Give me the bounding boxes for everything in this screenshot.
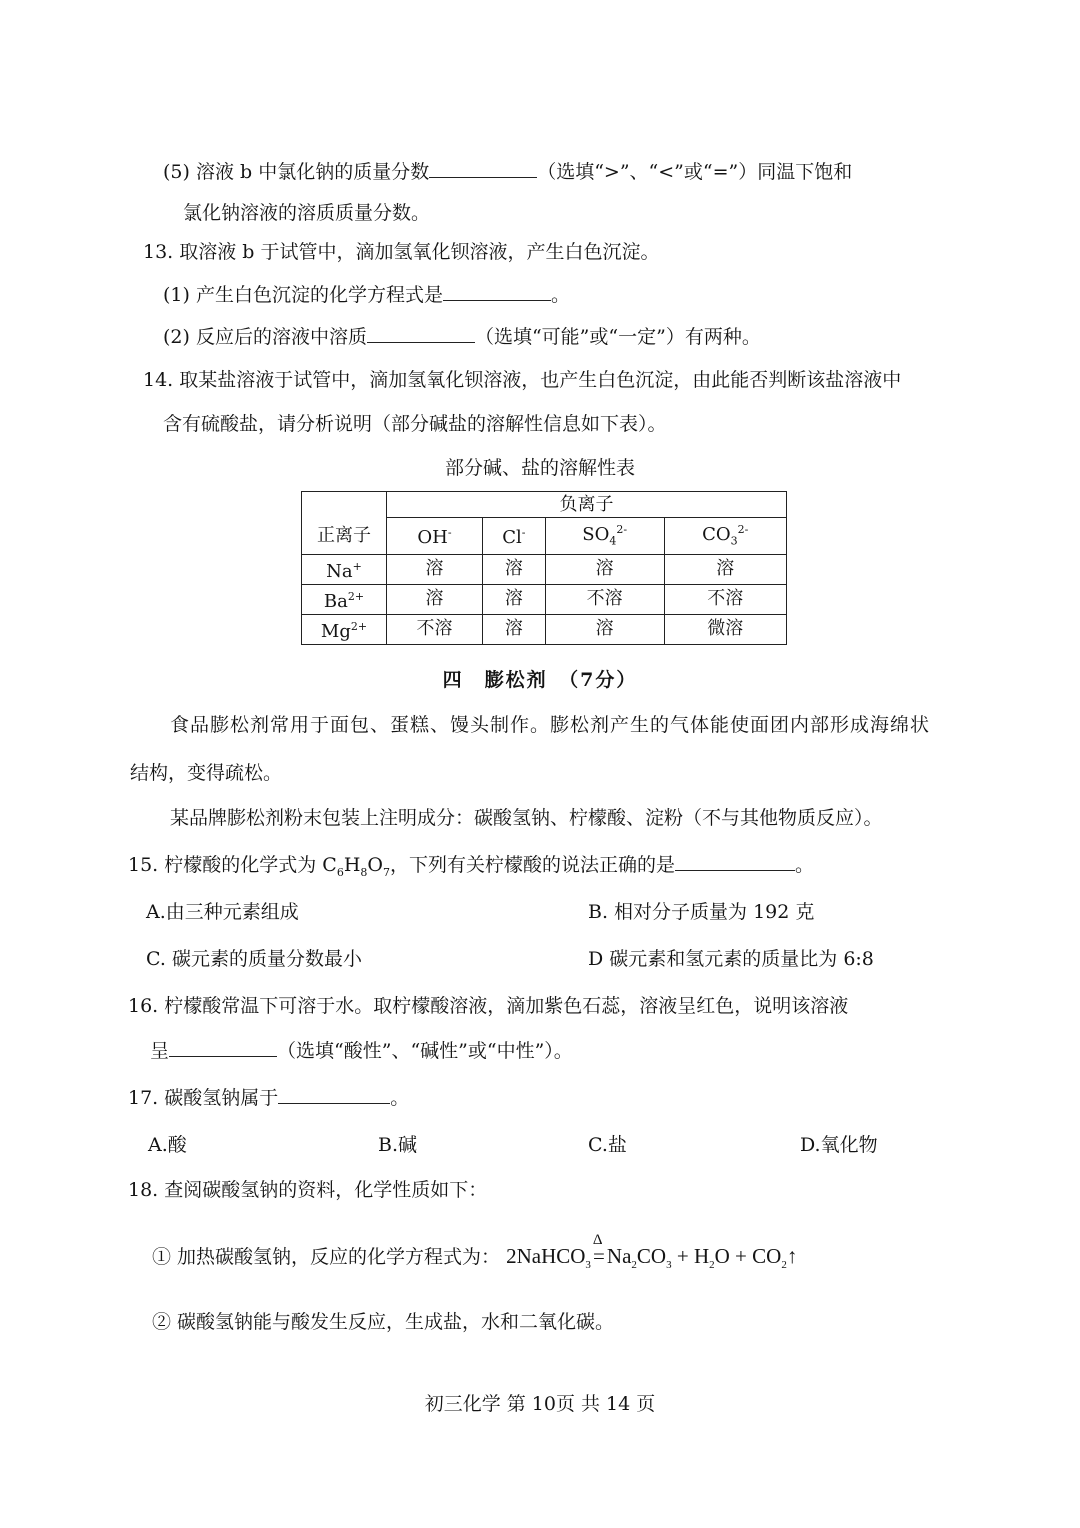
q12-5-line1 — [163, 158, 852, 186]
table-cell: 不溶 — [664, 584, 786, 614]
q17-stem-a: 17. 碳酸氢钠属于 — [128, 1087, 279, 1109]
q16-line1: 16. 柠檬酸常温下可溶于水。取柠檬酸溶液，滴加紫色石蕊，溶液呈红色，说明该溶液 — [128, 995, 849, 1017]
solubility-table — [301, 491, 787, 645]
table-cell: 微溶 — [664, 614, 786, 644]
q13-part1 — [163, 281, 570, 309]
q13-part1-text: (1) 产生白色沉淀的化学方程式是 — [163, 284, 443, 306]
q17-stem — [128, 1084, 409, 1112]
table-cell: 溶 — [664, 554, 786, 584]
q14-line2: 含有硫酸盐，请分析说明（部分碱盐的溶解性信息如下表）。 — [163, 413, 667, 435]
q17-stem-b: 。 — [390, 1087, 410, 1109]
anion-so4: $SO_4^{2-}$ — [545, 518, 664, 555]
cation-ba: $Ba^{2+}$ — [302, 584, 387, 614]
q15-option-c: C. 碳元素的质量分数最小 — [146, 948, 362, 970]
q17-option-b: B.碱 — [378, 1134, 418, 1156]
q13-part1-end: 。 — [550, 284, 570, 306]
table-cell: 溶 — [387, 554, 483, 584]
q13-part2 — [163, 323, 761, 351]
answer-blank[interactable] — [429, 159, 537, 178]
table-cell: 溶 — [482, 584, 545, 614]
q15-stem: 15. 柠檬酸的化学式为 $C_6H_8O_7$，下列有关柠檬酸的说法正确的是 。 — [128, 854, 815, 879]
table-cell: 溶 — [545, 554, 664, 584]
q16-line2-b: （选填“酸性”、“碱性”或“中性”）。 — [277, 1040, 573, 1062]
q13-stem: 13. 取溶液 b 于试管中，滴加氢氧化钡溶液，产生白色沉淀。 — [143, 241, 660, 263]
q12-5-line2: 氯化钠溶液的溶质质量分数。 — [183, 202, 431, 224]
q15-option-a: A.由三种元素组成 — [146, 901, 299, 923]
answer-blank[interactable] — [367, 324, 475, 343]
anion-cl: Cl- — [482, 518, 545, 555]
page-footer: 初三化学 第 10页 共 14 页 — [424, 1393, 656, 1415]
header-corner — [302, 492, 387, 518]
q18-item1-text: ① 加热碳酸氢钠，反应的化学方程式为： — [152, 1246, 501, 1268]
answer-blank[interactable] — [169, 1038, 277, 1057]
table-cell: 溶 — [387, 584, 483, 614]
q17-option-d: D.氧化物 — [800, 1134, 878, 1156]
q18-item1 — [152, 1232, 798, 1279]
table-anion-row — [302, 518, 787, 555]
anion-header: 负离子 — [387, 492, 787, 518]
q17-option-a: A.酸 — [148, 1134, 187, 1156]
table-row — [302, 584, 787, 614]
anion-oh: OH- — [387, 518, 483, 555]
q15-stem-a: 15. 柠檬酸的化学式为 C — [128, 854, 337, 876]
q12-5-text-b: （选填“>”、“<”或“=”）同温下饱和 — [537, 161, 853, 183]
q15-option-d: D 碳元素和氢元素的质量比为 6:8 — [588, 948, 874, 970]
cation-header: 正离子 — [302, 518, 387, 555]
q13-part2-text-a: (2) 反应后的溶液中溶质 — [163, 326, 367, 348]
section-title: 四 膨松剂 （7分） — [442, 669, 638, 691]
table-cell: 溶 — [545, 614, 664, 644]
answer-blank[interactable] — [675, 852, 795, 871]
q14-line1: 14. 取某盐溶液于试管中，滴加氢氧化钡溶液，也产生白色沉淀，由此能否判断该盐溶液中 — [143, 369, 902, 391]
decomposition-equation: 2NaHCO$_3$ Δ $=Na_2CO_3 + H_2O$ + $CO_2↑$ — [506, 1232, 798, 1272]
table-cell: 不溶 — [545, 584, 664, 614]
anion-co3: $CO_3^{2-}$ — [664, 518, 786, 555]
cation-na: Na+ — [302, 554, 387, 584]
q16-line2-a: 呈 — [150, 1040, 170, 1062]
gas-arrow-icon: ↑ — [786, 1244, 798, 1268]
section-intro-2: 结构，变得疏松。 — [130, 762, 283, 784]
q18-item2: ② 碳酸氢钠能与酸发生反应，生成盐，水和二氧化碳。 — [152, 1311, 615, 1333]
table-cell: 不溶 — [387, 614, 483, 644]
q12-5-text-a: (5) 溶液 b 中氯化钠的质量分数 — [163, 161, 430, 183]
table-header-row — [302, 492, 787, 518]
q13-part2-text-b: （选填“可能”或“一定”）有两种。 — [474, 326, 761, 348]
table-row — [302, 614, 787, 644]
table-caption: 部分碱、盐的溶解性表 — [444, 457, 635, 479]
answer-blank[interactable] — [443, 282, 551, 301]
section-intro-1: 食品膨松剂常用于面包、蛋糕、馒头制作。膨松剂产生的气体能使面团内部形成海绵状 — [170, 714, 931, 736]
q15-option-b: B. 相对分子质量为 192 克 — [588, 901, 815, 923]
table-row — [302, 554, 787, 584]
table-cell: 溶 — [482, 554, 545, 584]
q18-stem: 18. 查阅碳酸氢钠的资料，化学性质如下： — [128, 1179, 488, 1201]
q15-stem-end: 。 — [795, 854, 815, 876]
q16-line2 — [150, 1037, 573, 1065]
table-cell: 溶 — [482, 614, 545, 644]
cation-mg: $Mg^{2+}$ — [302, 614, 387, 644]
q15-stem-b: ，下列有关柠檬酸的说法正确的是 — [390, 854, 676, 876]
heat-condition: Δ = — [592, 1232, 605, 1268]
answer-blank[interactable] — [278, 1085, 390, 1104]
q17-option-c: C.盐 — [588, 1134, 627, 1156]
section-intro-3: 某品牌膨松剂粉末包装上注明成分：碳酸氢钠、柠檬酸、淀粉（不与其他物质反应）。 — [170, 807, 883, 829]
